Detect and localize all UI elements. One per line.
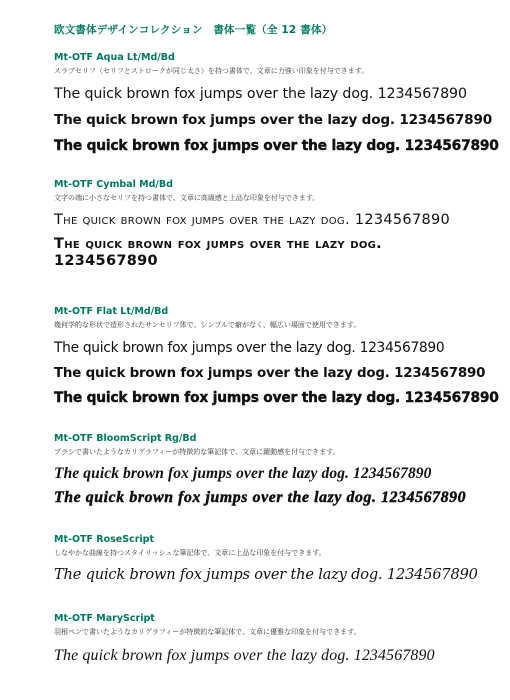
font-description: スラブセリフ（セリフとストロークが同じ太さ）を持つ書体で、文章に力強い印象を付与できます。 [54, 67, 369, 75]
font-name: Mt-OTF BloomScript Rg/Bd [54, 433, 197, 444]
font-description: 幾何学的な形状で造形されたサンセリフ体で、シンプルで癖がなく、幅広い場面で使用できます。 [54, 321, 361, 329]
font-section-maryscript [54, 613, 494, 665]
font-section-aqua [54, 52, 499, 154]
font-section-flat [54, 306, 499, 406]
sample-text-bold: The quick brown fox jumps over the lazy dog. 1234567890 [54, 236, 382, 269]
font-name: Mt-OTF MaryScript [54, 613, 155, 624]
page-title: 欧文書体デザインコレクション 書体一覧（全 12 書体） [54, 24, 333, 36]
sample-text-bold: The quick brown fox jumps over the lazy dog. 1234567890 [54, 489, 467, 506]
sample-text-medium: The quick brown fox jumps over the lazy dog. 1234567890 [54, 112, 492, 128]
sample-text-regular: The quick brown fox jumps over the lazy dog. 1234567890 [54, 465, 432, 482]
sample-text-medium: The quick brown fox jumps over the lazy dog. 1234567890 [54, 366, 486, 381]
sample-text-light: The quick brown fox jumps over the lazy dog. 1234567890 [54, 86, 467, 102]
sample-text-bold: The quick brown fox jumps over the lazy dog. 1234567890 [54, 390, 499, 406]
font-description: ブラシで書いたようなカリグラフィーが特徴的な筆記体で、文章に躍動感を付与できます。 [54, 448, 340, 456]
font-section-rosescript [54, 534, 494, 583]
font-section-cymbal [54, 179, 494, 270]
font-description: 文字の端に小さなセリフを持つ書体で、文章に高級感と上品な印象を付与できます。 [54, 194, 320, 202]
sample-text-bold: The quick brown fox jumps over the lazy dog. 1234567890 [54, 138, 499, 154]
font-name: Mt-OTF RoseScript [54, 534, 154, 545]
font-name: Mt-OTF Aqua Lt/Md/Bd [54, 52, 175, 63]
font-section-bloomscript [54, 433, 494, 507]
font-name: Mt-OTF Flat Lt/Md/Bd [54, 306, 169, 317]
font-name: Mt-OTF Cymbal Md/Bd [54, 179, 173, 190]
font-description: 羽根ペンで書いたようなカリグラフィーが特徴的な筆記体で、文章に優雅な印象を付与できます。 [54, 628, 361, 636]
sample-text-light: The quick brown fox jumps over the lazy dog. 1234567890 [54, 340, 445, 356]
font-description: しなやかな曲線を持つスタイリッシュな筆記体で、文章に上品な印象を付与できます。 [54, 549, 326, 557]
sample-text: The quick brown fox jumps over the lazy dog. 1234567890 [54, 566, 478, 583]
sample-text: The quick brown fox jumps over the lazy dog. 1234567890 [54, 647, 435, 664]
sample-text-medium: The quick brown fox jumps over the lazy dog. 1234567890 [54, 212, 451, 228]
